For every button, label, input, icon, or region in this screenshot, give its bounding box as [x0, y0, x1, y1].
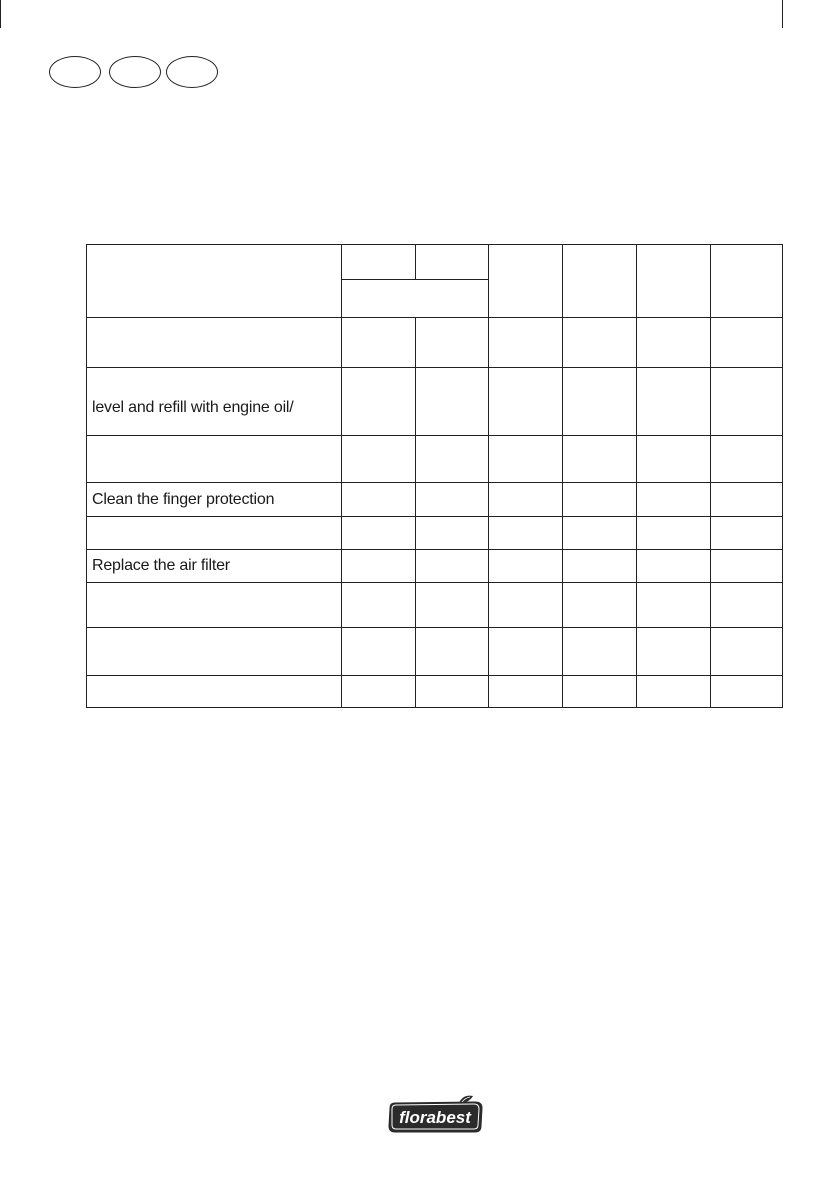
- crop-mark-right: [782, 0, 783, 28]
- table-row: [87, 483, 783, 517]
- table-row: [87, 517, 783, 550]
- header-cell: [342, 245, 416, 280]
- language-badge-3: [166, 56, 218, 88]
- header-cell: [563, 245, 637, 318]
- florabest-logo-graphic: [387, 1094, 485, 1134]
- crop-mark-left: [0, 0, 1, 28]
- task-label: Replace the air filter: [87, 550, 342, 583]
- header-cell: [416, 245, 489, 280]
- table-header-row: [87, 245, 783, 280]
- table-row: [87, 368, 783, 436]
- task-label: [87, 628, 342, 676]
- header-merged-cell: [342, 280, 489, 318]
- table-row: [87, 318, 783, 368]
- task-label: [87, 676, 342, 708]
- table-row: [87, 583, 783, 628]
- header-task-cell: [87, 245, 342, 318]
- header-cell: [711, 245, 783, 318]
- language-badge-2: [109, 56, 161, 88]
- task-label: [87, 436, 342, 483]
- task-label: [87, 318, 342, 368]
- header-cell: [637, 245, 711, 318]
- task-label: [87, 583, 342, 628]
- language-badges: [49, 56, 221, 90]
- table-row: [87, 676, 783, 708]
- table-row: [87, 550, 783, 583]
- table-row: [87, 436, 783, 483]
- header-cell: [489, 245, 563, 318]
- language-badge-1: [49, 56, 101, 88]
- logo-wordmark: florabest: [399, 1108, 471, 1127]
- task-label: Clean the finger protection: [87, 483, 342, 517]
- maintenance-table: [86, 244, 783, 708]
- table-row: [87, 628, 783, 676]
- task-label: [87, 517, 342, 550]
- task-label: level and refill with engine oil/: [87, 368, 342, 436]
- florabest-logo: [387, 1094, 485, 1134]
